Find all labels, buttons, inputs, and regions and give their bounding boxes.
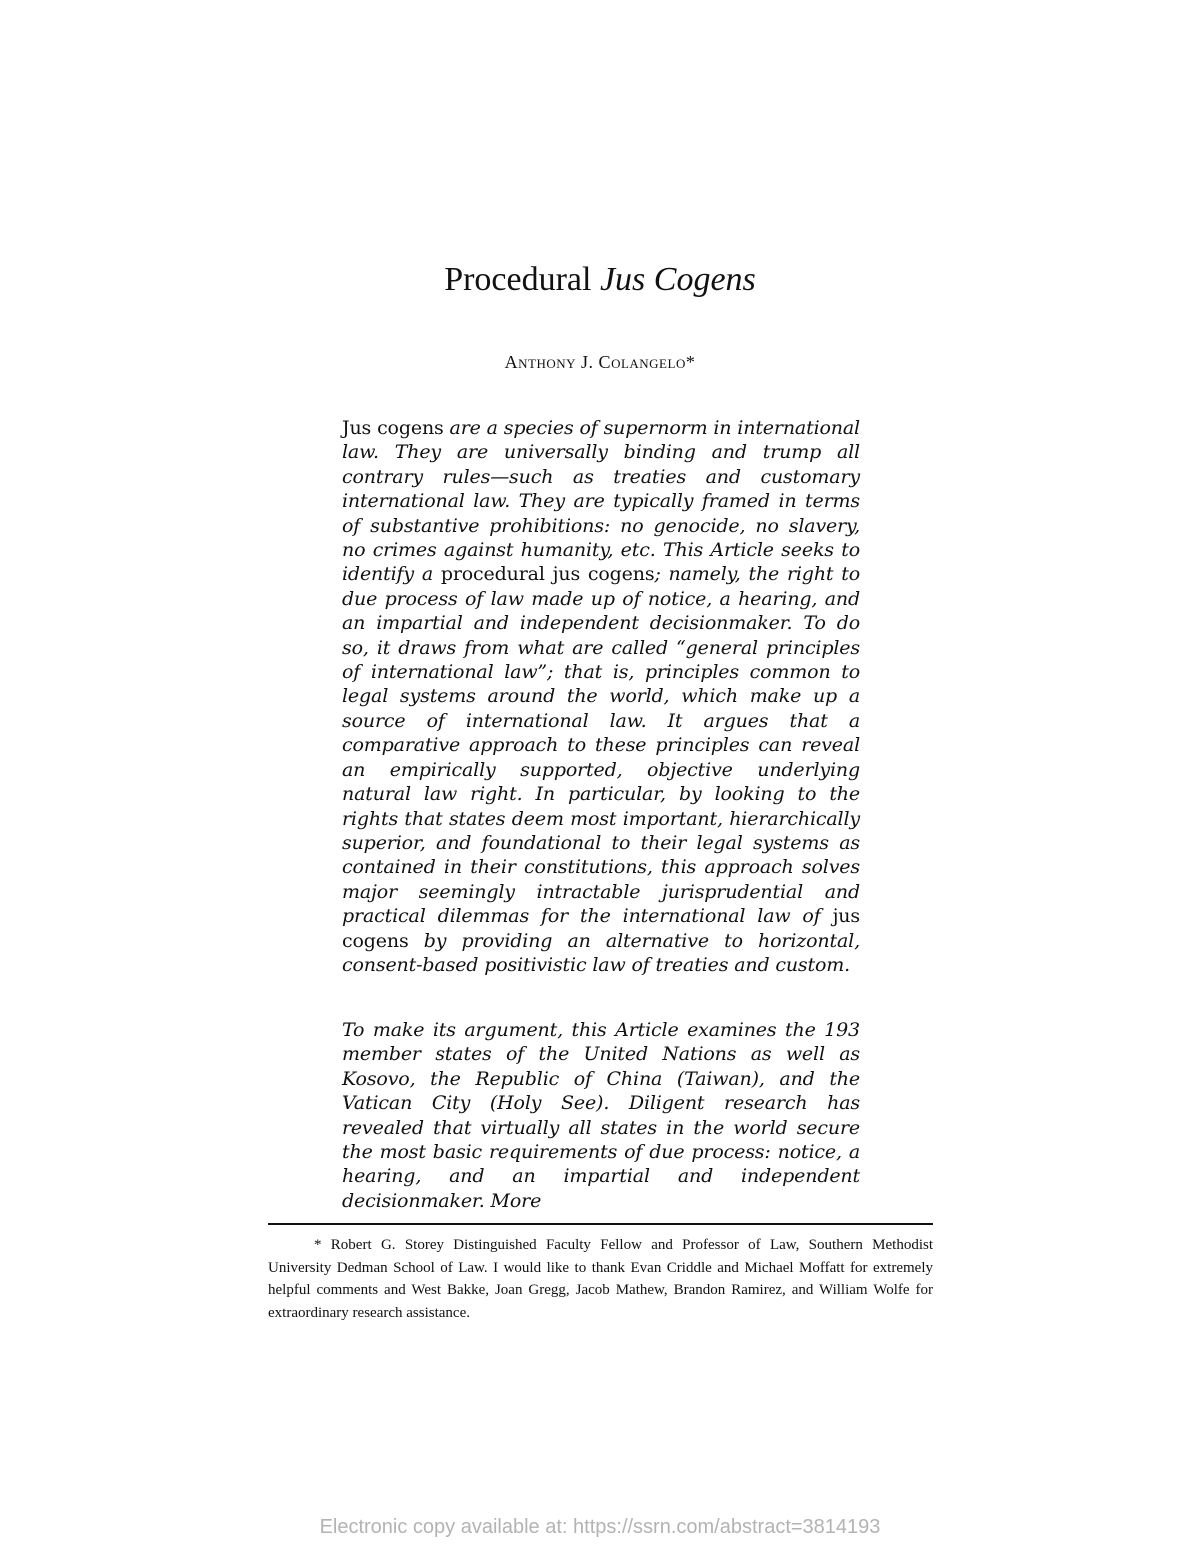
title-prefix: Procedural: [444, 261, 600, 298]
author-footnote: * Robert G. Storey Distinguished Faculty Fellow and Professor of Law, Southern Methodist University Dedman School of Law. I would like to thank Evan Criddle and Michael Moffatt for extremely helpful comments and West Bakke, Joan Gregg, Jacob Mathew, Brandon Ramirez, and William Wolfe for extraordinary research assistance.: [268, 1237, 933, 1321]
abstract-text: are a species of supernorm in international law. They are universally binding and trump all contrary rules—such as treaties and customary international law. They are typically framed in terms of substantive prohibitions: no genocide, no slavery, no crimes against humanity, etc. This Article seeks to identify a: [342, 417, 860, 586]
abstract-term: jus cogens: [342, 905, 860, 952]
abstract-text: ; namely, the right to due process of law made up of notice, a hearing, and an impartial and independent decisionmaker. To do so, it draws from what are called “general principles of international law”; that is, principles common to legal systems around the world, which make up a source of international law. It argues that a comparative approach to these principles can reveal an empirically supported, objective underlying natural law right. In particular, by looking to the rights that states deem most important, hierarchically superior, and foundational to their legal systems as contained in their constitutions, this approach solves major seemingly intractable jurisprudential and practical dilemmas for the international law of: [342, 563, 860, 928]
author-name: Anthony J. Colangelo*: [504, 352, 696, 372]
abstract-emphasis: procedural: [440, 563, 545, 586]
footnote-divider: [268, 1223, 933, 1225]
abstract-term: Jus cogens: [342, 417, 444, 439]
abstract-paragraph-2: To make its argument, this Article examines the 193 member states of the United Nations as well as Kosovo, the Republic of China (Taiwan), and the Vatican City (Holy See). Diligent research has revealed that virtually all states in the world secure the most basic requirements of due process: notice, a hearing, and an impartial and independent decisionmaker. More: [342, 1019, 860, 1212]
abstract-text: by providing an alternative to horizontal, consent-based positivistic law of treaties and custom.: [342, 929, 860, 976]
abstract-paragraph-1: [342, 416, 860, 977]
title-italic: Jus Cogens: [599, 261, 756, 298]
electronic-copy-notice: Electronic copy available at: https://ssrn.com/abstract=3814193: [319, 1516, 881, 1538]
abstract-term: jus cogens: [544, 563, 655, 586]
article-title: [0, 258, 1200, 302]
